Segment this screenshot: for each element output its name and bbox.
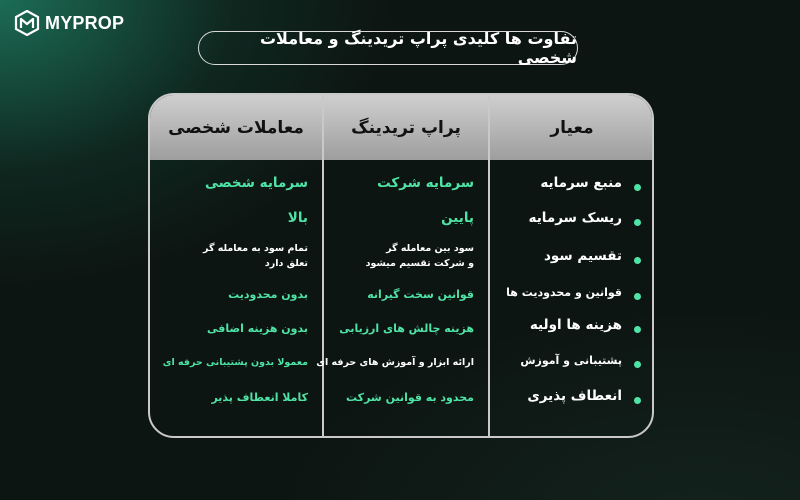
criteria-cell: تقسیم سود — [544, 248, 622, 264]
prop-cell: پایین — [441, 210, 474, 226]
prop-cell: سرمایه شرکت — [377, 175, 474, 191]
personal-cell: تمام سود به معامله گر تعلق دارد — [203, 243, 308, 269]
criteria-cell: انعطاف پذیری — [527, 388, 622, 404]
bullet-icon — [634, 293, 641, 300]
personal-cell: بالا — [287, 210, 308, 226]
personal-cell: سرمایه شخصی — [204, 175, 308, 191]
comparison-table — [148, 93, 654, 438]
hexagon-logo-icon — [14, 10, 40, 36]
column-divider — [322, 95, 324, 436]
criteria-cell: ریسک سرمایه — [528, 210, 622, 226]
bullet-icon — [634, 184, 641, 191]
header-prop: پراپ تریدینگ — [351, 117, 461, 138]
bullet-icon — [634, 219, 641, 226]
prop-cell: سود بین معامله گر و شرکت تقسیم میشود — [365, 243, 474, 269]
header-personal: معاملات شخصی — [168, 117, 304, 138]
criteria-cell: هزینه ها اولیه — [529, 317, 622, 333]
prop-cell: ارائه ابزار و آموزش های حرفه ای — [316, 357, 474, 368]
bullet-icon — [634, 326, 641, 333]
header-criteria: معیار — [550, 117, 594, 138]
personal-cell: معمولا بدون پشتیبانی حرفه ای — [162, 357, 308, 368]
personal-cell: بدون محدودیت — [228, 288, 308, 301]
bullet-icon — [634, 257, 641, 264]
prop-cell: هزینه چالش های ارزیابی — [339, 322, 474, 335]
column-divider — [488, 95, 490, 436]
criteria-cell: قوانین و محدودیت ها — [506, 286, 622, 299]
personal-cell: کاملا انعطاف پذیر — [211, 391, 308, 404]
personal-cell: بدون هزینه اضافی — [207, 322, 308, 335]
brand-name: MYPROP — [45, 12, 125, 33]
page-title: تفاوت ها کلیدی پراپ تریدینگ و معاملات شخصی — [198, 31, 578, 65]
prop-cell: قوانین سخت گیرانه — [367, 288, 474, 301]
criteria-cell: پشتیبانی و آموزش — [520, 354, 622, 367]
bullet-icon — [634, 361, 641, 368]
bullet-icon — [634, 397, 641, 404]
brand-logo — [14, 10, 124, 36]
prop-cell: محدود به قوانین شرکت — [346, 391, 474, 404]
criteria-cell: منبع سرمایه — [540, 175, 622, 191]
